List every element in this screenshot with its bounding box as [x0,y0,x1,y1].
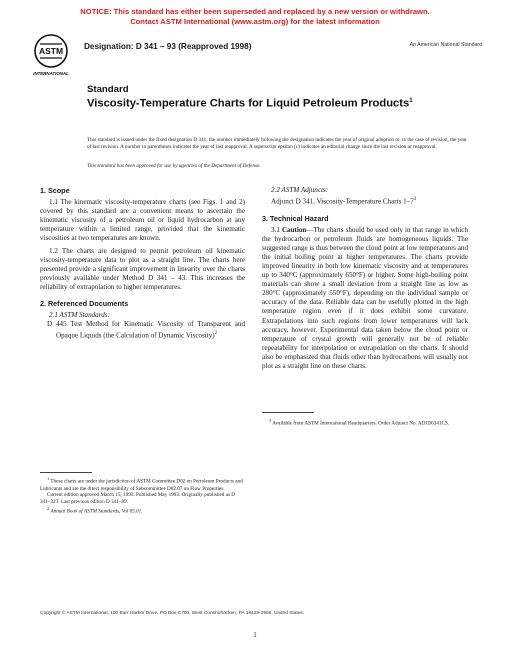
astm-standards-subheading: 2.1 ASTM Standards: [49,311,110,320]
footnote-rule-right [262,412,314,413]
technical-hazard-heading: 3. Technical Hazard [262,213,329,223]
paragraph-3-1-number: 3.1 [271,225,282,234]
reference-d445-mark: 2 [214,331,218,337]
footnote-2 [40,506,245,516]
left-column [40,186,245,341]
notice-line-1: NOTICE: This standard has either been superseded and replaced by a new version or withdrawn. [80,7,430,16]
title-prefix: Standard [87,84,129,95]
issued-note: This standard is issued under the fixed designation D 341; the number immediately following the designation indicates the year of original adoption or, in the case of revision, the year of last revision. A number in parentheses indicates the year of last reapproval. A superscript epsilon (ε) indicates an editorial change since the last revision or reapproval. [87,137,467,150]
footnote-rule-left [40,472,92,473]
footnote-1-text: These charts are under the jurisdiction of ASTM Committee D02 on Petroleum Products and Lubricants and are the direct responsibility of Subcommittee D02.07 on Flow Properties. [40,478,243,492]
caution-label: Caution [281,225,307,234]
document-title [87,84,477,110]
referenced-documents-heading: 2. Referenced Documents [40,299,129,309]
title-main [87,95,477,110]
scope-heading: 1. Scope [40,186,70,195]
right-footnotes [262,418,468,428]
footnote-2-text: Annual Book of ASTM Standards, Vol 05.01. [50,508,143,515]
footnote-1 [40,476,245,492]
left-footnotes [40,476,245,515]
reference-d445-text: D 445 Test Method for Kinematic Viscosity of Transparent and Opaque Liquids (the Calculation of Dynamic Viscosity) [47,320,245,340]
title-text: Viscosity-Temperature Charts for Liquid Petroleum Products [87,97,410,110]
adjunct-text: Adjunct D 341, Viscosity-Temperature Charts 1–7 [271,197,414,206]
approved-note: This standard has been approved for use by agencies of the Department of Defense. [87,163,261,169]
footnote-1b: Current edition approved March 15, 1993. Published May 1993. Originally published as D 341–32T. Last previous edition D 341–89. [40,492,236,506]
adjunct-item [262,195,468,206]
paragraph-3-1 [262,226,468,372]
paragraph-3-1-text: —The charts should be used only in that range in which the hydrocarbon or petroleum fluids are homogeneous liquids. The suggested range is thus between the cloud point at low temperatures and the initial boiling point at higher temperatures. The charts provide improved linearity in both low kinematic viscosity and at temperatures up to 340°C (approximately 650°F) or higher. Some high-boiling point materials can show a small deviation from a straight line as low as 280°C (approximately 550°F), depending on the individual sample or accuracy of the data. Reliable data can be usefully plotted in the high temperature region even if it does exhibit some curvature. Extrapolations into such regions from lower temperatures will lack accuracy, however. Experimental data taken below the cloud point or temperature of crystal growth will generally not be of reliable repeatability for interpolation or extrapolation on the charts. It should also be emphasized that fluids other than hydrocarbons will usually not plot as a straight line on these charts. [262,225,469,371]
right-column [262,186,468,371]
reference-d445 [40,320,245,341]
astm-logo [30,32,74,78]
logo-text-top: ASTM [38,46,64,56]
adjunct-mark: 3 [413,197,417,203]
astm-adjuncts-subheading: 2.2 ASTM Adjuncts: [271,186,329,194]
footnote-3-mark: 3 [269,418,272,423]
paragraph-1-1: 1.1 The kinematic viscosity-temperature charts (see Figs. 1 and 2) covered by this standard are a convenient means to ascertain the kinematic viscosity of a petroleum oil or liquid hydrocarbon at any temperature within a limited range, provided that the kinematic viscosities at two temperatures are known. [40,198,245,243]
page-number: 1 [253,631,257,639]
footnote-2-mark: 2 [47,505,50,511]
logo-text-bottom: INTERNATIONAL [33,71,69,76]
copyright-line: Copyright © ASTM International, 100 Barr Harbor Drive, PO Box C700, West Conshohocken, PA 19428-2959, United States. [40,611,305,616]
designation: Designation: D 341 – 93 (Reapproved 1998) [84,42,252,51]
notice-line-2: Contact ASTM International (www.astm.org) for the latest information [130,17,380,26]
title-footnote-mark: 1 [409,98,413,104]
paragraph-1-2: 1.2 The charts are designed to permit petroleum oil kinematic viscosity-temperature data to plot as a straight line. The charts here presented provide a significant improvement in linearity over the charts previously available under Method D 341 – 43. This increases the reliability of extrapolation to higher temperatures. [40,246,245,291]
national-standard-label: An American National Standard [409,42,482,48]
footnote-3 [262,418,468,428]
footnote-3-text: Available from ASTM International Headquarters. Order Adjunct No. ADJD0341CS. [272,420,450,427]
withdrawal-notice [0,7,510,27]
footnote-1-mark: 1 [47,476,50,481]
